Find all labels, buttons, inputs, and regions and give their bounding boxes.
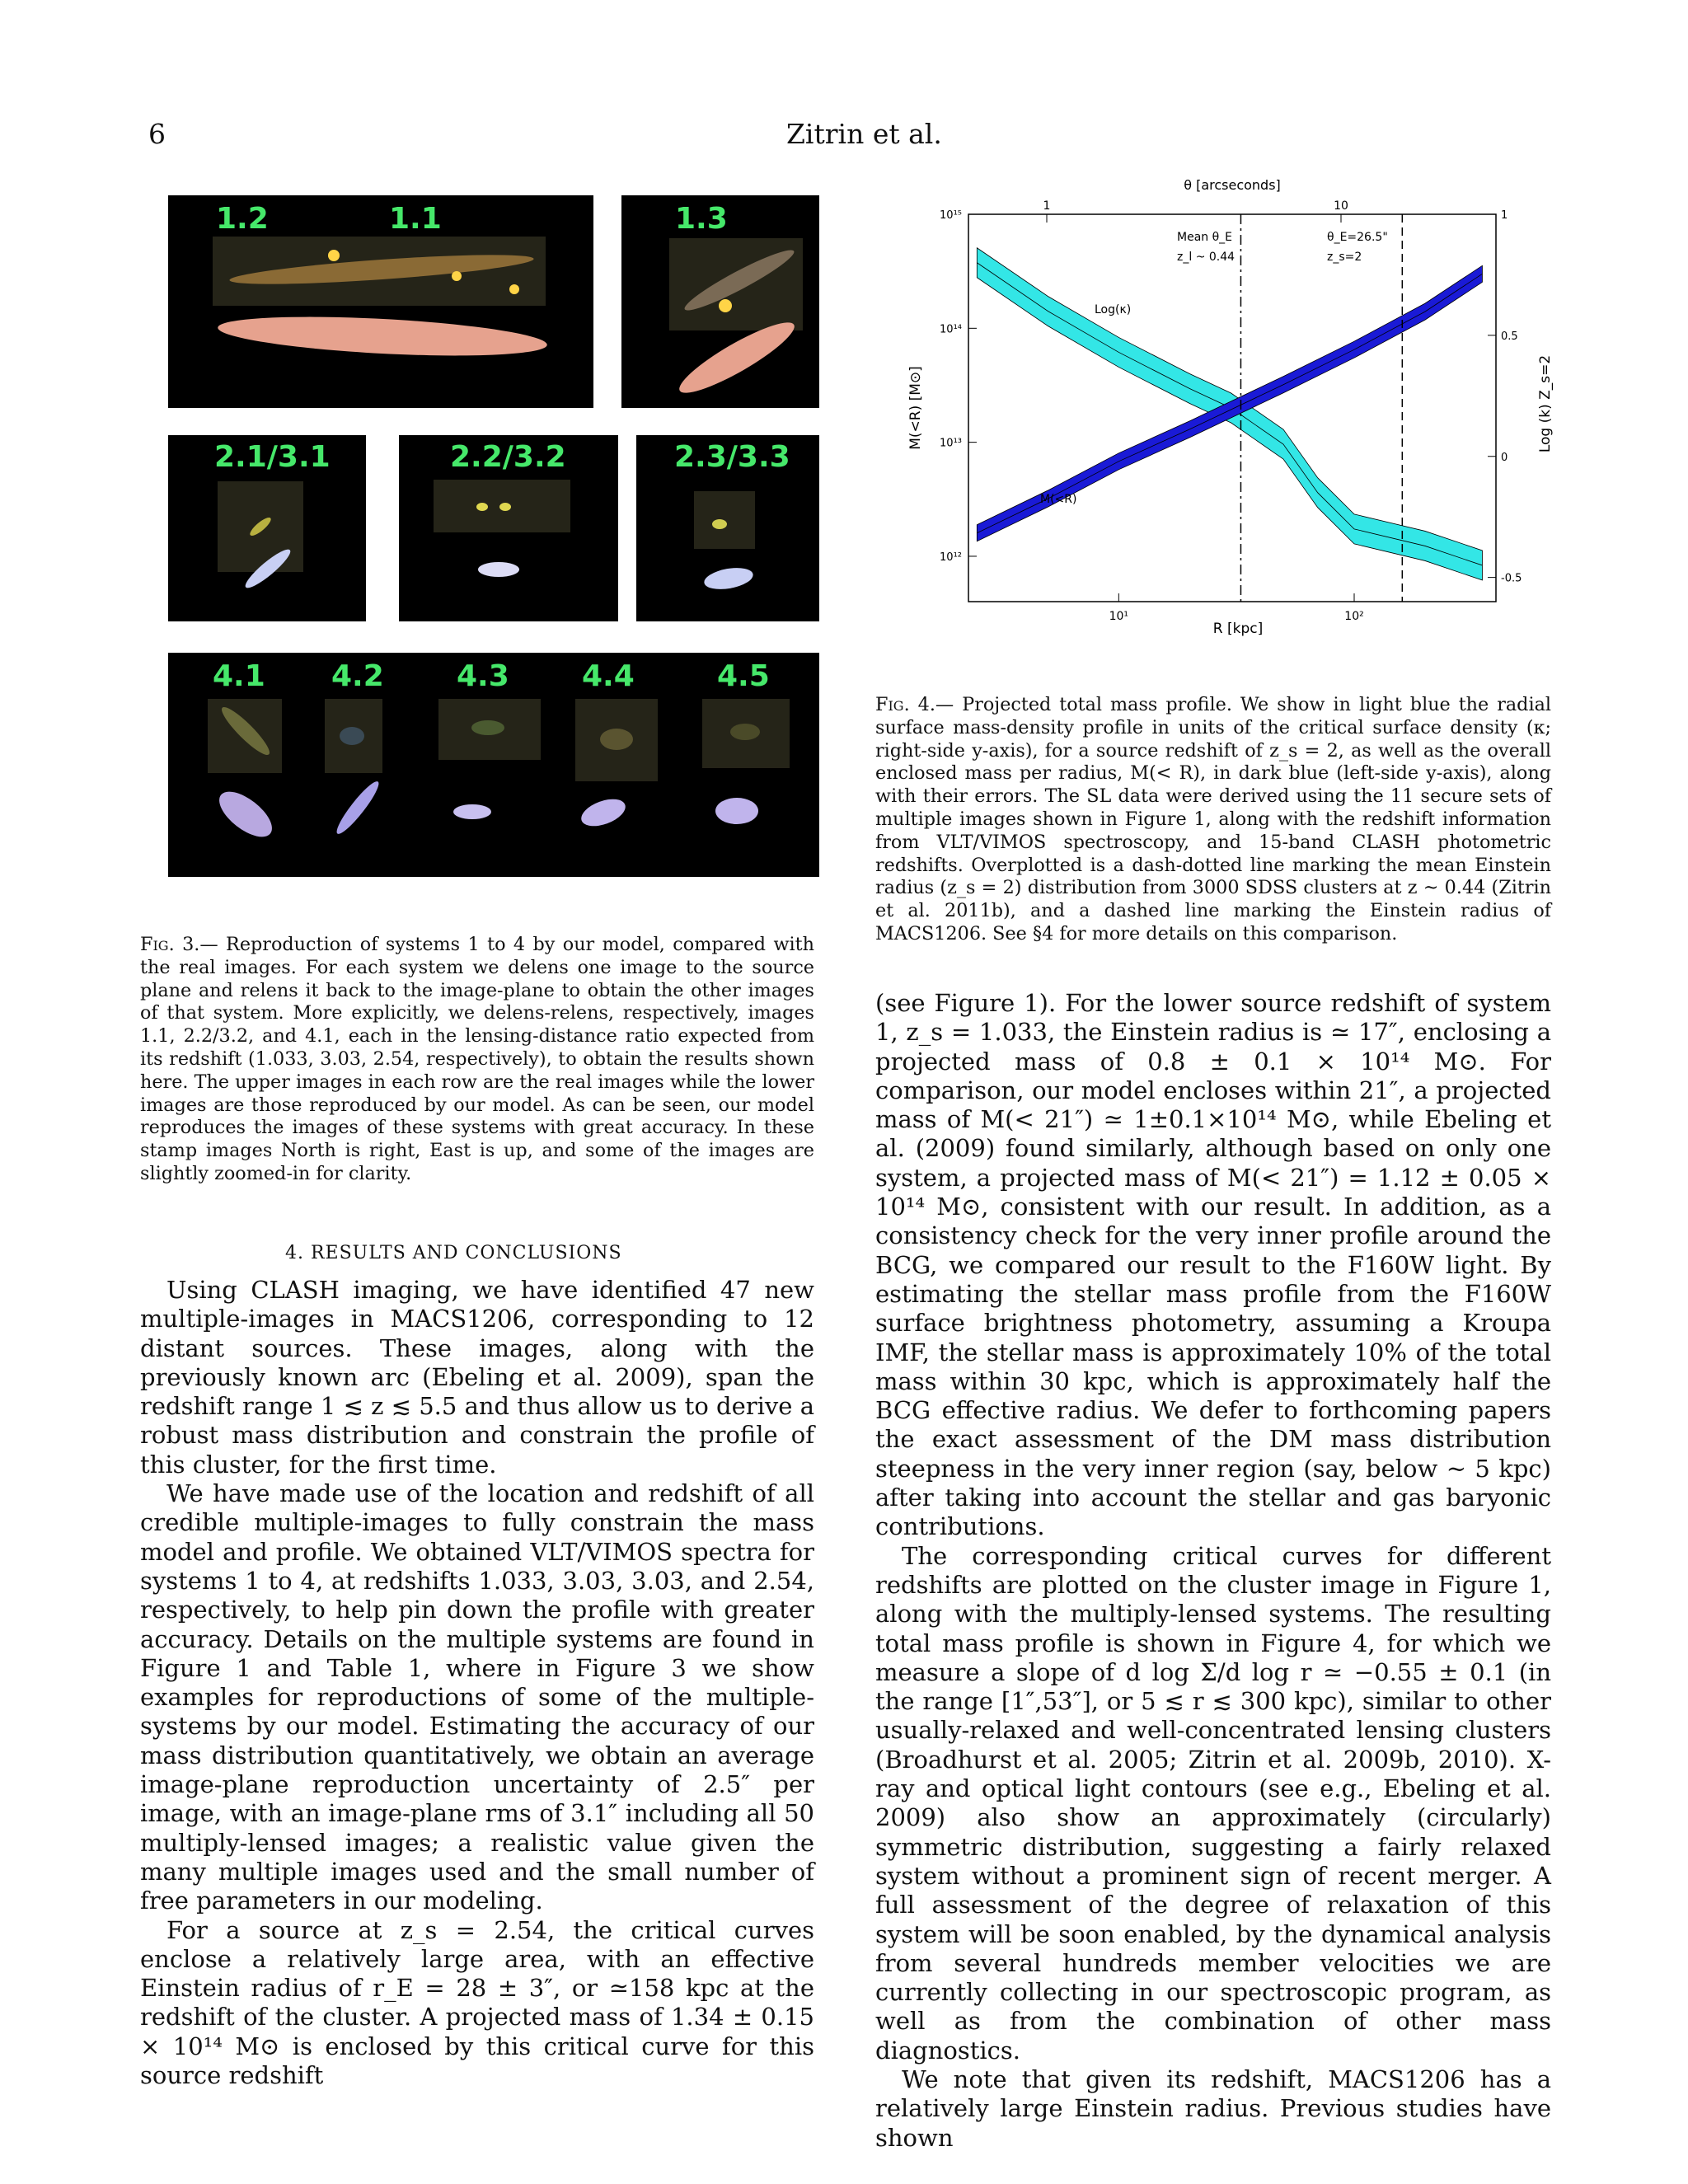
bottom-axis-label: R [kpc]	[1212, 621, 1264, 637]
bottom-tick-label: 10¹	[1109, 610, 1129, 623]
left-tick-label: 10¹⁴	[940, 323, 962, 336]
figure-3-caption	[140, 934, 814, 1186]
real-image	[438, 699, 541, 760]
stamp-label: 4.4	[582, 659, 635, 693]
paragraph: We have made use of the location and redshift of all credible multiple-images to fully constrain the mass model and profile. We obtained VLT/VIMOS spectra for systems 1 to 4, at redshifts 1.033, 3.03, 3.03, and 2.54, respectively, to help pin down the profile with greater accuracy. Details on the multiple systems are found in Figure 1 and Table 1, where in Figure 3 we show examples for reproductions of some of the multiple-systems by our model. Estimating the accuracy of our mass distribution quantitatively, we obtain an average image-plane reproduction uncertainty of 2.5″ per image, with an image-plane rms of 3.1″ including all 50 multiply-lensed images; a realistic value given the many multiple images used and the small number of free parameters in our modeling.	[140, 1479, 814, 1915]
model-image	[478, 562, 519, 577]
figure-4-chart	[898, 165, 1558, 651]
left-tick-label: 10¹³	[940, 437, 962, 450]
section-heading: 4. RESULTS AND CONCLUSIONS	[285, 1243, 622, 1263]
stamp-label: 4.1	[213, 659, 265, 693]
annotation-mean-theta: Mean θ_E	[1177, 231, 1233, 244]
model-image	[715, 798, 758, 824]
annotation-theta-e: θ_E=26.5"	[1327, 231, 1388, 244]
stamp-label: 4.2	[331, 659, 384, 693]
stamp-label: 4.5	[717, 659, 770, 693]
left-column	[140, 1276, 814, 2090]
model-image	[578, 794, 629, 831]
top-tick-label: 10	[1334, 199, 1348, 213]
real-image	[669, 238, 803, 330]
stamp-panel-system-1	[168, 195, 593, 408]
right-axis-label: Log (k) Z_s=2	[1537, 354, 1554, 453]
stamp-label: 1.1	[389, 202, 442, 236]
caption-label: Fig. 3.	[140, 934, 200, 955]
stamp-panel-system-4	[168, 653, 819, 877]
series-label-mass: M(<R)	[1040, 493, 1077, 506]
caption-label: Fig. 4.	[875, 694, 935, 715]
model-image	[453, 804, 491, 819]
real-image	[702, 699, 790, 768]
stamp-label: 1.2	[216, 202, 269, 236]
stamp-label: 2.2/3.2	[450, 440, 566, 474]
running-head: Zitrin et al.	[786, 118, 942, 150]
left-tick-label: 10¹⁵	[940, 209, 962, 222]
stamp-panel-2-2	[399, 435, 618, 621]
page-number: 6	[148, 118, 166, 150]
real-image	[694, 491, 755, 549]
model-image	[217, 311, 548, 363]
stamp-label: 2.3/3.3	[674, 440, 790, 474]
stamp-label: 2.1/3.1	[214, 440, 331, 474]
paragraph: For a source at z_s = 2.54, the critical curves enclose a relatively large area, with an effective Einstein radius of r_E = 28 ± 3″, or ≃158 kpc at the redshift of the cluster. A projected mass of 1.34 ± 0.15 × 10¹⁴ M⊙ is enclosed by this critical curve for this source redshift	[140, 1915, 814, 2090]
real-image	[434, 480, 570, 532]
paragraph: We note that given its redshift, MACS1206 has a relatively large Einstein radius. Previous studies have shown	[875, 2064, 1551, 2152]
right-column	[875, 989, 1551, 2153]
real-image	[218, 481, 303, 572]
stamp-panel-2-1	[168, 435, 366, 621]
right-tick-label: -0.5	[1501, 572, 1522, 585]
paragraph: Using CLASH imaging, we have identified 47 new multiple-images in MACS1206, corresponding to 12 distant sources. These images, along with the previously known arc (Ebeling et al. 2009), span the redshift range 1 ≲ z ≲ 5.5 and thus allow us to derive a robust mass distribution and constrain the profile of this cluster, for the first time.	[140, 1276, 814, 1479]
model-image	[702, 565, 754, 593]
stamp-panel-2-3	[636, 435, 819, 621]
real-image	[575, 699, 658, 781]
model-image	[212, 783, 279, 845]
stamp-label: 4.3	[457, 659, 509, 693]
paragraph: (see Figure 1). For the lower source redshift of system 1, z_s = 1.033, the Einstein radius is ≃ 17″, enclosing a projected mass of 0.8 ± 0.1 × 10¹⁴ M⊙. For comparison, our model encloses within 21″, a projected mass of M(< 21″) ≃ 1±0.1×10¹⁴ M⊙, while Ebeling et al. (2009) found similarly, although based on only one system, a projected mass of M(< 21″) = 1.12 ± 0.05 × 10¹⁴ M⊙, consistent with our result. In addition, as a consistency check for the very inner profile around the BCG, we compared our result to the F160W light. By estimating the stellar mass profile from the F160W surface brightness photometry, assuming a Kroupa IMF, the stellar mass is approximately 10% of the total mass within 30 kpc, which is approximately half the BCG effective radius. We defer to forthcoming papers the exact assessment of the DM mass distribution steepness in the very inner region (say, below ~ 5 kpc) after taking into account the stellar and gas baryonic contributions.	[875, 989, 1551, 1541]
bottom-tick-label: 10²	[1344, 610, 1364, 623]
paragraph: The corresponding critical curves for different redshifts are plotted on the cluster image in Figure 1, along with the multiply-lensed systems. The resulting total mass profile is shown in Figure 4, for which we measure a slope of d log Σ/d log r ≃ −0.55 ± 0.1 (in the range [1″,53″], or 5 ≲ r ≲ 300 kpc), similar to other usually-relaxed and well-concentrated lensing clusters (Broadhurst et al. 2005; Zitrin et al. 2009b, 2010). X-ray and optical light contours (see e.g., Ebeling et al. 2009) also show an approximately (circularly) symmetric distribution, suggesting a fairly relaxed system without a prominent sign of recent merger. A full assessment of the degree of relaxation of this system will be soon enabled, by the dynamical analysis from several hundreds member velocities we are currently collecting in our spectroscopic program, as well as from the combination of other mass diagnostics.	[875, 1541, 1551, 2064]
real-image	[325, 699, 382, 773]
model-image	[332, 778, 383, 838]
right-tick-label: 1	[1501, 209, 1508, 222]
annotation-zs: z_s=2	[1327, 251, 1362, 264]
right-tick-label: 0	[1501, 451, 1508, 464]
left-axis-label: M(<R) [M⊙]	[907, 366, 924, 450]
right-tick-label: 0.5	[1501, 330, 1518, 343]
annotation-zl: z_l ~ 0.44	[1177, 251, 1236, 264]
real-image	[213, 237, 546, 306]
real-image	[208, 699, 282, 773]
top-axis-label: θ [arcseconds]	[1184, 177, 1281, 193]
caption-text: — Projected total mass profile. We show in light blue the radial surface mass-density profile in units of the critical surface density (κ; right-side y-axis), for a source redshift of z_s = 2, as well as the overall enclosed mass per radius, M(< R), in dark blue (left-side y-axis), along with their errors. The SL data were derived using the 11 secure sets of multiple images shown in Figure 1, along with the redshift information from VLT/VIMOS spectroscopy, and 15-band CLASH photometric redshifts. Overplotted is a dash-dotted line marking the mean Einstein radius (z_s = 2) distribution from 3000 SDSS clusters at z ~ 0.44 (Zitrin et al. 2011b), and a dashed line marking the Einstein radius of MACS1206. See §4 for more details on this comparison.	[875, 694, 1551, 944]
stamp-panel-1-3	[621, 195, 819, 408]
figure-4-caption	[875, 694, 1551, 946]
top-tick-label: 1	[1043, 199, 1051, 213]
caption-text: — Reproduction of systems 1 to 4 by our model, compared with the real images. For each system we delens one image to the source plane and relens it back to the image-plane to obtain the other images of that system. More explicitly, we delens-relens, respectively, images 1.1, 2.2/3.2, and 4.1, each in the lensing-distance ratio expected from its redshift (1.033, 3.03, 2.54, respectively), to obtain the results shown here. The upper images in each row are the real images while the lower images are those reproduced by our model. As can be seen, our model reproduces the images of these systems with great accuracy. In these stamp images North is right, East is up, and some of the images are slightly zoomed-in for clarity.	[140, 934, 814, 1184]
left-tick-label: 10¹²	[940, 551, 962, 564]
stamp-label: 1.3	[675, 202, 728, 236]
series-label-kappa: Log(κ)	[1095, 303, 1132, 316]
